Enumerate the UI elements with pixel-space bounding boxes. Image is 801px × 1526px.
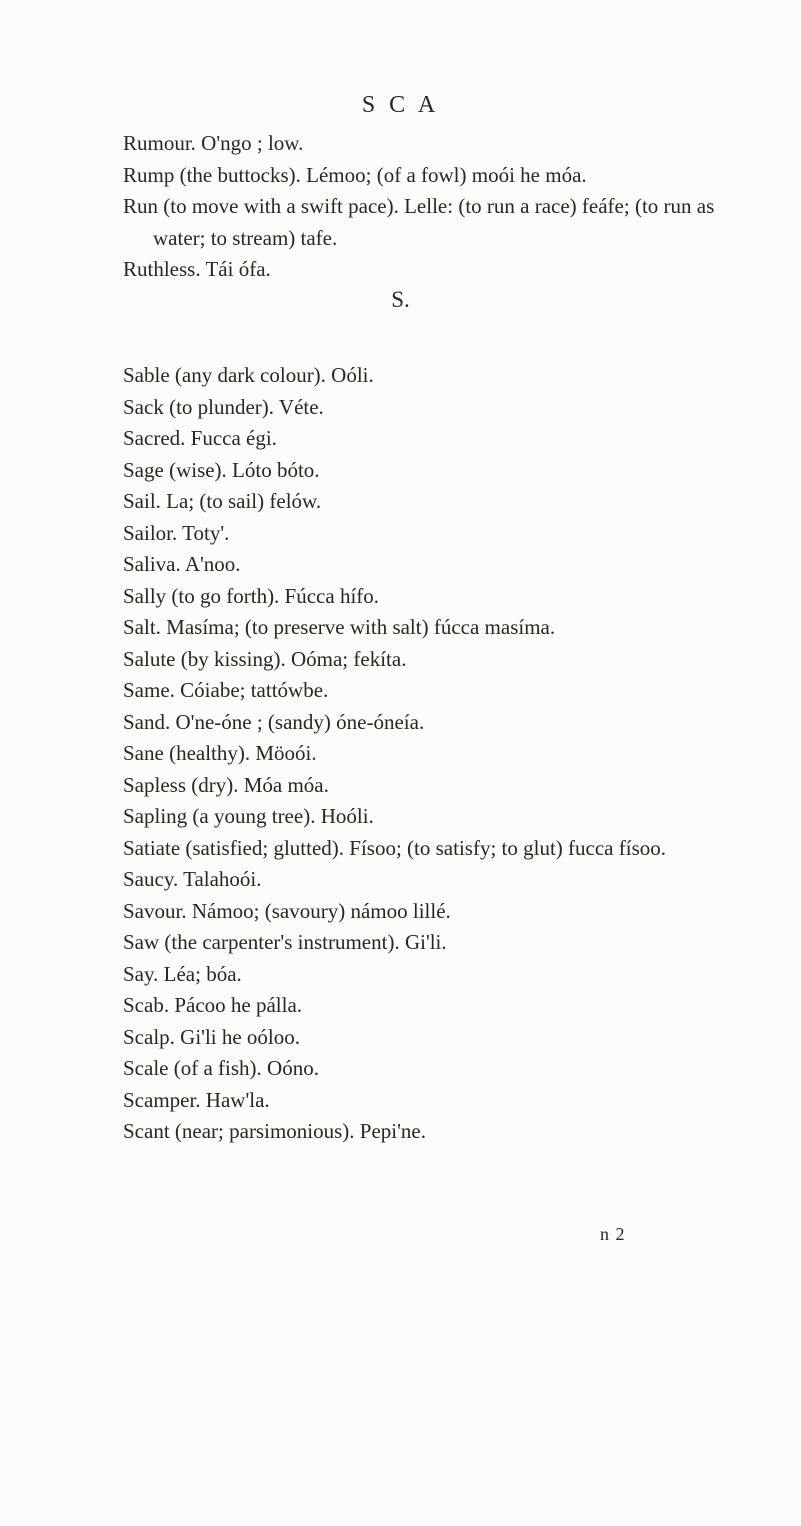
dictionary-entry: Saucy. Talahoói.: [123, 867, 262, 891]
entries-s-section: [123, 360, 723, 1148]
dictionary-entry: Saliva. A'noo.: [123, 552, 241, 576]
dictionary-entry: Say. Léa; bóa.: [123, 961, 242, 986]
dictionary-entry: Run (to move with a swift pace). Lelle: (to run a race) feáfe; (to run as water; to stream) tafe.: [123, 194, 715, 250]
dictionary-entry: Sane (healthy). Möoói.: [123, 741, 317, 765]
dictionary-entry: Sand. O'ne-óne ; (sandy) óne-óneía.: [123, 709, 425, 734]
dictionary-entry: Same. Cóiabe; tattówbe.: [123, 678, 329, 702]
dictionary-entry: Sacred. Fucca égi.: [123, 426, 277, 450]
dictionary-entry: Sable (any dark colour). Oóli.: [123, 363, 374, 387]
dictionary-entry: Sapling (a young tree). Hoóli.: [123, 804, 374, 828]
dictionary-entry: Sapless (dry). Móa móa.: [123, 772, 329, 797]
dictionary-entry: Rumour. O'ngo ; low.: [123, 131, 304, 155]
running-head: S C A: [361, 92, 440, 118]
dictionary-entry: Saw (the carpenter's instrument). Gi'li.: [123, 930, 447, 954]
dictionary-entry: Sailor. Toty'.: [123, 520, 230, 545]
dictionary-entry: Scamper. Haw'la.: [123, 1087, 270, 1112]
signature-mark: n 2: [600, 1224, 626, 1244]
dictionary-entry: Scalp. Gi'li he oóloo.: [123, 1024, 301, 1049]
dictionary-entry: Sack (to plunder). Véte.: [123, 394, 324, 419]
dictionary-entry: Sail. La; (to sail) felów.: [123, 489, 322, 513]
dictionary-entry: Scant (near; parsimonious). Pepi'ne.: [123, 1119, 426, 1143]
dictionary-entry: Rump (the buttocks). Lémoo; (of a fowl) moói he móa.: [123, 162, 587, 187]
dictionary-entry: Ruthless. Tái ófa.: [123, 257, 271, 281]
dictionary-entry: Scale (of a fish). Oóno.: [123, 1056, 319, 1080]
section-heading: S.: [391, 287, 410, 312]
dictionary-entry: Scab. Pácoo he pálla.: [123, 993, 303, 1017]
entries-before-section: [123, 128, 723, 286]
dictionary-entry: Savour. Námoo; (savoury) námoo lillé.: [123, 898, 451, 923]
dictionary-entry: Salute (by kissing). Oóma; fekíta.: [123, 646, 407, 671]
dictionary-entry: Sally (to go forth). Fúcca hífo.: [123, 583, 380, 608]
dictionary-entry: Salt. Masíma; (to preserve with salt) fúcca masíma.: [123, 615, 556, 639]
dictionary-entry: Sage (wise). Lóto bóto.: [123, 457, 320, 482]
dictionary-entry: Satiate (satisfied; glutted). Físoo; (to satisfy; to glut) fucca físoo.: [123, 835, 666, 860]
